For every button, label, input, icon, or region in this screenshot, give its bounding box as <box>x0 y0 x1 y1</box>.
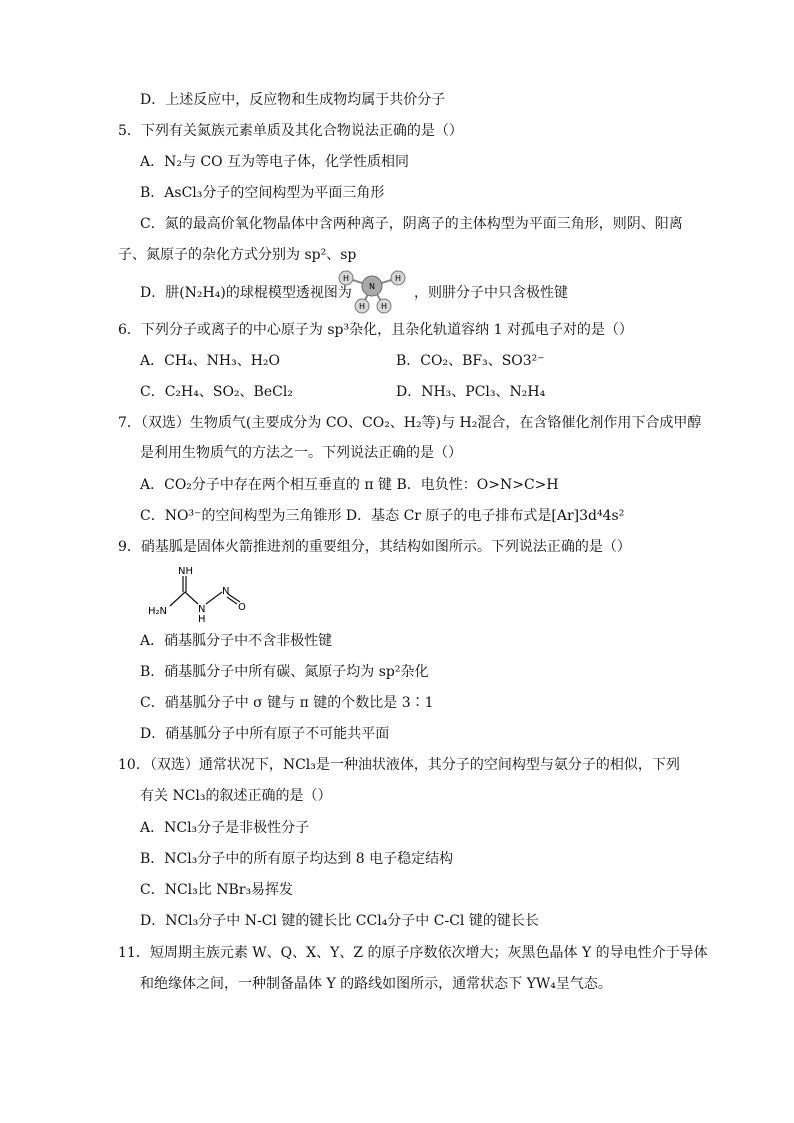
struct-label-n-nitro: N <box>222 586 230 597</box>
model-label-h3: H <box>358 302 366 311</box>
struct-label-nh: NH <box>178 566 193 577</box>
nitroguanidine-structure <box>140 562 250 624</box>
q7-options-ab: A．CO₂分子中存在两个相互垂直的 π 键 B．电负性：O>N>C>H <box>140 477 559 493</box>
q6-option-b: B．CO₂、BF₃、SO3²⁻ <box>396 353 545 369</box>
q5-option-d-post: ，则肼分子中只含极性键 <box>414 285 568 301</box>
model-label-h1: H <box>342 274 350 283</box>
hydrazine-ball-stick-model <box>334 268 414 316</box>
q5-option-b: B．AsCl₃分子的空间构型为平面三角形 <box>140 185 385 201</box>
q6-stem: 6．下列分子或离子的中心原子为 sp³杂化，且杂化轨道容纳 1 对孤电子对的是（） <box>118 322 633 338</box>
q5-option-c-line2: 子、氮原子的杂化方式分别为 sp²、sp <box>118 247 357 263</box>
model-label-n: N <box>369 282 375 291</box>
q10-option-b: B．NCl₃分子中的所有原子均达到 8 电子稳定结构 <box>140 851 454 867</box>
q11-stem-line1: 11．短周期主族元素 W、Q、X、Y、Z 的原子序数依次增大；灰黑色晶体 Y 的导电性介于导体 <box>118 945 708 961</box>
q9-option-c: C．硝基胍分子中 σ 键与 π 键的个数比是 3∶1 <box>140 695 434 711</box>
struct-label-n: N <box>198 604 206 615</box>
q9-option-d: D．硝基胍分子中所有原子不可能共平面 <box>140 726 390 742</box>
q7-stem-line2: 是利用生物质气的方法之一。下列说法正确的是（） <box>140 445 462 461</box>
model-label-h2: H <box>394 274 402 283</box>
struct-label-h2n: H₂N <box>148 606 168 617</box>
q10-stem-line2: 有关 NCl₃的叙述正确的是（） <box>140 788 332 804</box>
q7-stem-line1: 7．（双选）生物质气(主要成分为 CO、CO₂、H₂等)与 H₂混合，在含铬催化剂作用下合成甲醇 <box>118 415 702 431</box>
q10-option-d: D．NCl₃分子中 N-Cl 键的键长比 CCl₄分子中 C-Cl 键的键长长 <box>140 913 539 929</box>
struct-label-h: H <box>198 614 206 624</box>
q5-option-a: A．N₂与 CO 互为等电子体，化学性质相同 <box>140 154 410 170</box>
q5-option-d-pre: D．肼(N₂H₄)的球棍模型透视图为 <box>140 285 352 301</box>
q10-stem-line1: 10．（双选）通常状况下，NCl₃是一种油状液体，其分子的空间构型与氨分子的相似，下列 <box>118 757 680 773</box>
q7-options-cd: C．NO³⁻的空间构型为三角锥形 D．基态 Cr 原子的电子排布式是[Ar]3d⁴4s² <box>140 508 625 524</box>
q5-stem: 5．下列有关氮族元素单质及其化合物说法正确的是（） <box>118 123 463 139</box>
q9-stem: 9．硝基胍是固体火箭推进剂的重要组分，其结构如图所示。下列说法正确的是（） <box>118 539 631 555</box>
q4-option-d: D．上述反应中，反应物和生成物均属于共价分子 <box>140 92 446 108</box>
q11-stem-line2: 和绝缘体之间，一种制备晶体 Y 的路线如图所示，通常状态下 YW₄呈气态。 <box>140 976 612 992</box>
q6-option-d: D．NH₃、PCl₃、N₂H₄ <box>396 384 546 400</box>
q10-option-a: A．NCl₃分子是非极性分子 <box>140 820 310 836</box>
struct-label-o: O <box>238 602 246 613</box>
q5-option-c-line1: C．氮的最高价氧化物晶体中含两种离子，阴离子的主体构型为平面三角形，则阴、阳离 <box>140 216 683 232</box>
q9-option-b: B．硝基胍分子中所有碳、氮原子均为 sp²杂化 <box>140 664 429 680</box>
q10-option-c: C．NCl₃比 NBr₃易挥发 <box>140 882 294 898</box>
q6-option-c: C．C₂H₄、SO₂、BeCl₂ <box>140 384 293 400</box>
model-label-h4: H <box>380 302 388 311</box>
q9-option-a: A．硝基胍分子中不含非极性键 <box>140 633 333 649</box>
q6-option-a: A．CH₄、NH₃、H₂O <box>140 353 281 369</box>
